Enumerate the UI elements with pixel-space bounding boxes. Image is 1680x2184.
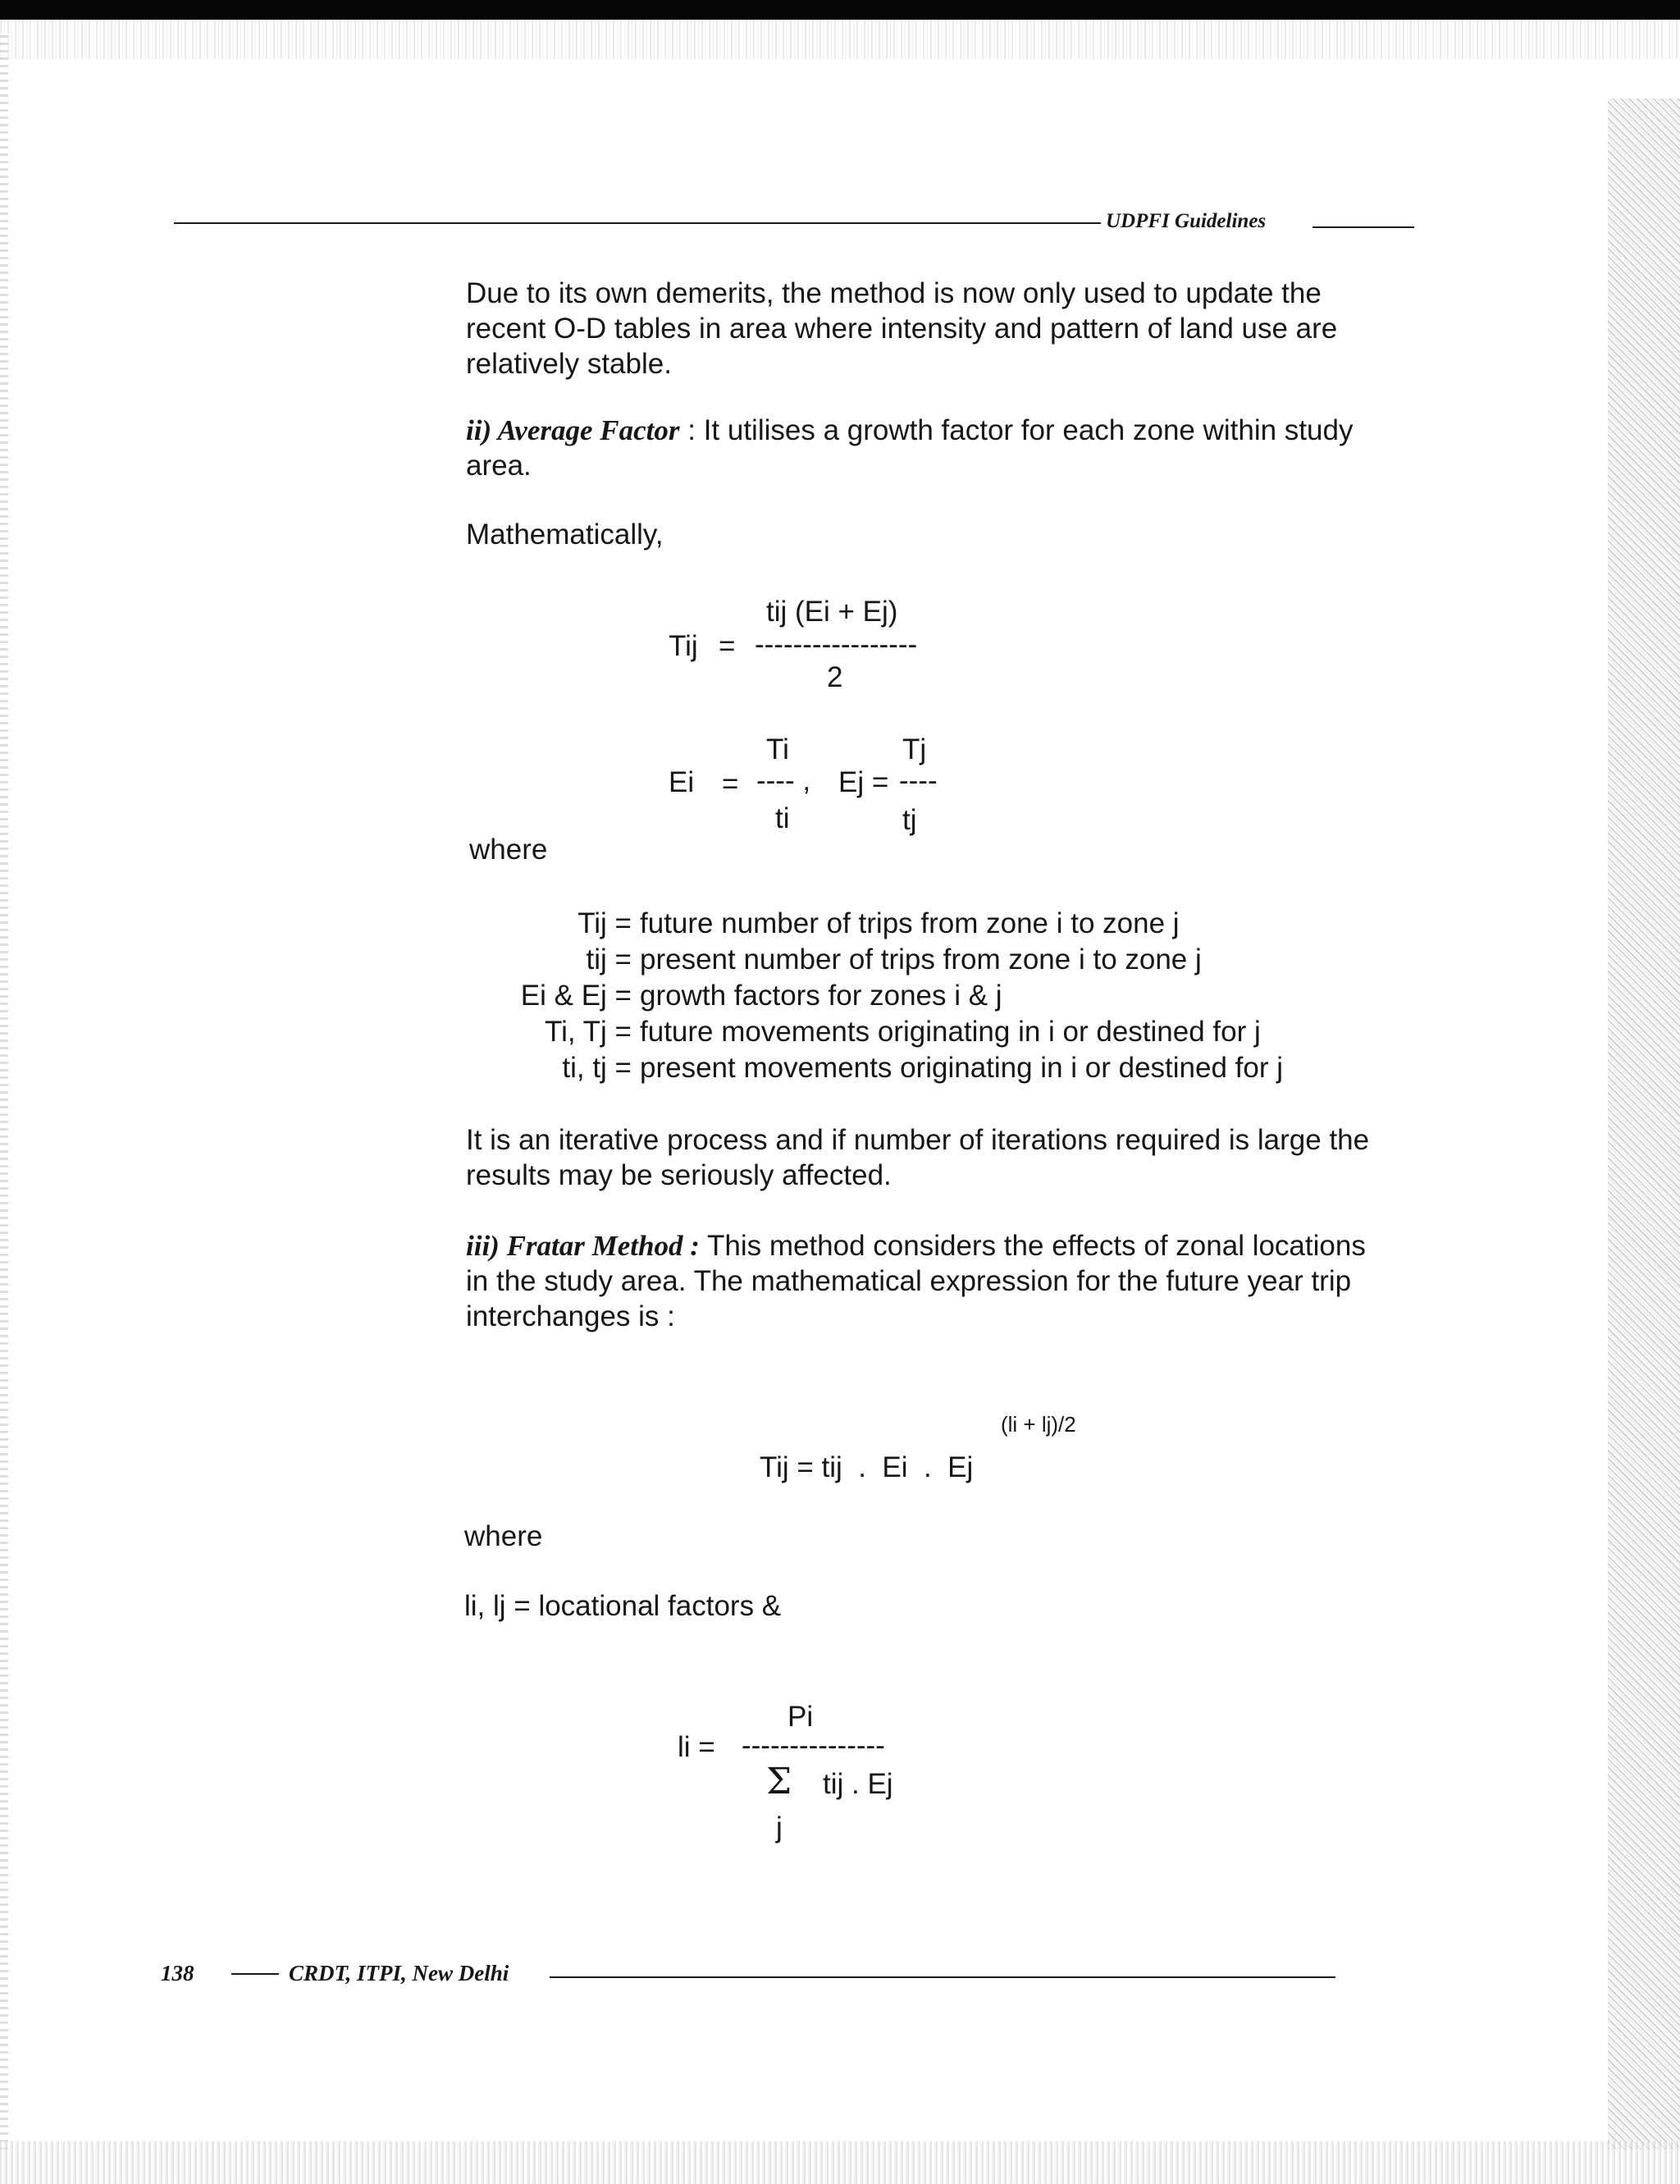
- footer-rule-right: [550, 1976, 1335, 1978]
- eq4-numerator: Pi: [788, 1701, 814, 1733]
- eq3-main: Tij = tij . Ei . Ej: [760, 1451, 974, 1483]
- header-title: UDPFI Guidelines: [1106, 210, 1267, 232]
- eq4-index: j: [776, 1812, 783, 1844]
- eq2-lhs: Ei: [669, 766, 695, 798]
- eq4-lhs: li =: [678, 1731, 715, 1763]
- paragraph-fratar-method: [466, 1228, 1418, 1334]
- eq1-equals: =: [719, 630, 736, 662]
- eq1-fraction-bar: -----------------: [755, 628, 918, 660]
- header-rule-right: [1312, 226, 1414, 228]
- locational-factors-def: li, lj = locational factors &: [464, 1590, 782, 1622]
- definition-row: [492, 942, 1283, 978]
- definition-term: tij =: [586, 944, 632, 975]
- paragraph-average-factor: [466, 413, 1418, 483]
- paragraph-iterative: [466, 1122, 1418, 1193]
- eq4-fraction-bar: ---------------: [742, 1729, 885, 1761]
- section-heading: iii) Fratar Method :: [466, 1230, 700, 1262]
- definition-term: ti, tj =: [562, 1052, 632, 1084]
- definition-row: [492, 1014, 1283, 1050]
- footer-rule-left: [231, 1973, 279, 1975]
- text-line: recent O-D tables in area where intensity and pattern of land use are: [466, 313, 1338, 345]
- text-line: Due to its own demerits, the method is now only used to update the: [466, 277, 1322, 309]
- text-line: interchanges is :: [466, 1300, 675, 1332]
- definition-list: [492, 906, 1283, 1086]
- text-line: in the study area. The mathematical expression for the future year trip: [466, 1265, 1352, 1297]
- scan-noise-left: [0, 33, 8, 2150]
- text-span: This method considers the effects of zonal locations: [699, 1230, 1366, 1262]
- definition-desc: future number of trips from zone i to zone j: [640, 907, 1180, 939]
- eq2-equals: =: [722, 768, 739, 800]
- scan-top-border: [0, 0, 1680, 20]
- text-line: It is an iterative process and if number of iterations required is large the: [466, 1124, 1370, 1156]
- eq2-num-j: Tj: [902, 733, 927, 765]
- eq1-denominator: 2: [827, 661, 843, 693]
- where-label: where: [469, 834, 548, 866]
- eq1-lhs: Tij: [669, 630, 698, 662]
- text-line: results may be seriously affected.: [466, 1159, 892, 1191]
- eq3-exponent: (li + lj)/2: [1001, 1412, 1076, 1437]
- definition-desc: present number of trips from zone i to zone j: [640, 944, 1202, 975]
- definition-desc: future movements originating in i or destined for j: [640, 1016, 1261, 1048]
- eq2-num-i: Ti: [766, 733, 789, 765]
- scan-noise-top: [0, 20, 1680, 59]
- text-line: relatively stable.: [466, 348, 672, 380]
- scan-noise-right: [1608, 98, 1680, 2150]
- page-number: 138: [161, 1961, 194, 1985]
- math-intro: Mathematically,: [466, 519, 664, 551]
- eq4-term: tij . Ej: [823, 1768, 893, 1800]
- text-line: area.: [466, 450, 532, 482]
- eq2-dash-i: ---- ,: [756, 765, 811, 797]
- eq2-den-j: tj: [902, 804, 917, 836]
- definition-desc: present movements originating in i or destined for j: [640, 1052, 1284, 1084]
- definition-term: Tij =: [578, 907, 632, 939]
- header-rule-left: [174, 222, 1101, 224]
- where-label: where: [464, 1520, 543, 1552]
- eq4-sigma: Σ: [766, 1761, 792, 1802]
- definition-row: [492, 906, 1283, 942]
- definition-desc: growth factors for zones i & j: [640, 980, 1002, 1012]
- eq2-dash-j: ----: [899, 765, 938, 797]
- definition-term: Ti, Tj =: [545, 1016, 632, 1048]
- eq1-numerator: tij (Ei + Ej): [766, 596, 898, 628]
- scan-noise-bottom: [0, 2141, 1680, 2184]
- definition-row: [492, 1050, 1283, 1086]
- text-span: : It utilises a growth factor for each zone within study: [679, 414, 1354, 446]
- paragraph-demerits: [466, 276, 1418, 382]
- eq2-mid: Ej =: [838, 766, 889, 798]
- definition-term: Ei & Ej =: [520, 980, 632, 1012]
- footer-source: CRDT, ITPI, New Delhi: [289, 1961, 509, 1985]
- section-heading: ii) Average Factor: [466, 414, 680, 446]
- eq2-den-i: ti: [775, 802, 790, 834]
- definition-row: [492, 978, 1283, 1014]
